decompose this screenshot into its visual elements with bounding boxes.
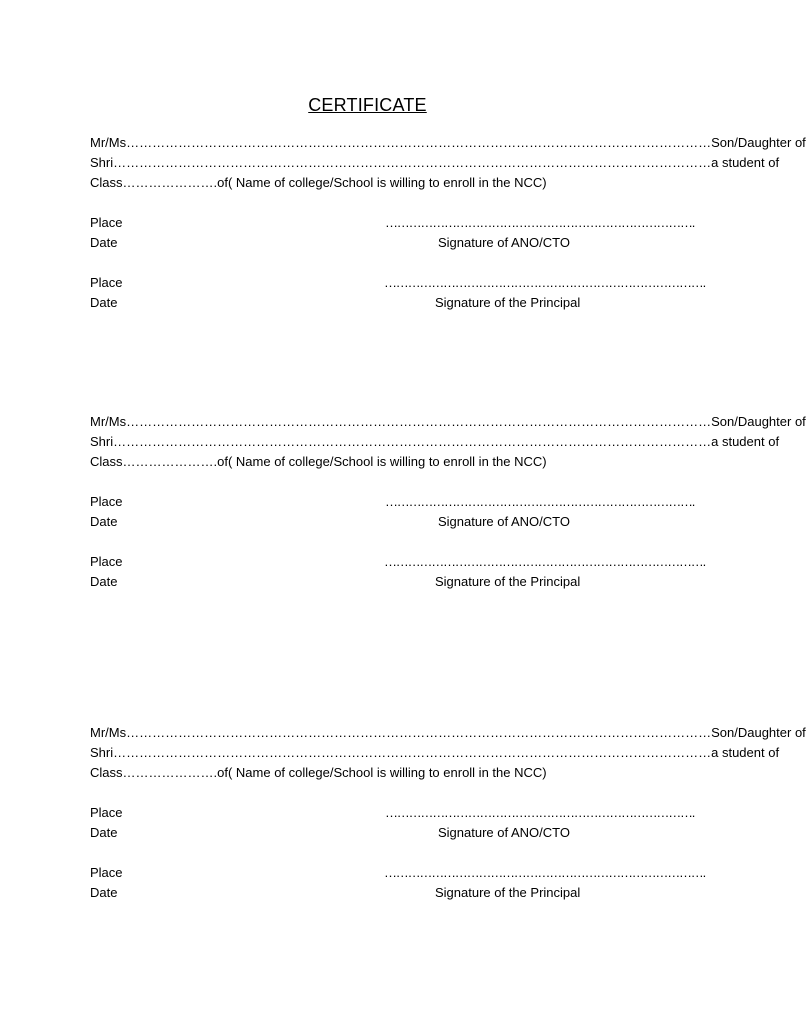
signature-ano-cto-label: Signature of ANO/CTO	[438, 514, 570, 529]
student-label: a student of	[711, 155, 780, 170]
signature-principal-label: Signature of the Principal	[435, 885, 581, 900]
class-line: Class………………….of( Name of college/School is willing to enroll in the NCC)	[90, 454, 547, 469]
place-row-principal	[90, 274, 706, 292]
date-row-ano	[90, 513, 672, 531]
place-label: Place	[90, 865, 123, 880]
signature-principal-label: Signature of the Principal	[435, 295, 581, 310]
father-name-blank: Shri…………………………………………………………………………………………………………………………	[90, 745, 712, 760]
date-row-ano	[90, 824, 672, 842]
place-label: Place	[90, 275, 123, 290]
signature-ano-cto-label: Signature of ANO/CTO	[438, 235, 570, 250]
father-name-line	[90, 154, 780, 172]
relation-label: Son/Daughter of	[711, 135, 806, 150]
name-line	[90, 724, 806, 742]
name-blank: Mr/Ms………………………………………………………………………………………………………………………	[90, 725, 712, 740]
date-row-principal	[90, 573, 672, 591]
page-title: CERTIFICATE	[308, 95, 427, 115]
date-label: Date	[90, 885, 118, 900]
place-label: Place	[90, 805, 123, 820]
student-label: a student of	[711, 434, 780, 449]
class-line: Class………………….of( Name of college/School is willing to enroll in the NCC)	[90, 175, 547, 190]
place-row-ano	[90, 214, 695, 232]
name-blank: Mr/Ms………………………………………………………………………………………………………………………	[90, 135, 712, 150]
name-line	[90, 413, 806, 431]
date-label: Date	[90, 295, 118, 310]
signature-line-ano: …………………………………………………………………….	[385, 494, 695, 509]
date-row-principal	[90, 294, 672, 312]
place-row-ano	[90, 493, 695, 511]
signature-line-ano: …………………………………………………………………….	[385, 215, 695, 230]
place-row-ano	[90, 804, 695, 822]
signature-line-principal: ……………………………………………………………………….	[384, 554, 706, 569]
date-label: Date	[90, 825, 118, 840]
place-row-principal	[90, 553, 706, 571]
relation-label: Son/Daughter of	[711, 725, 806, 740]
date-row-ano	[90, 234, 672, 252]
place-label: Place	[90, 215, 123, 230]
date-label: Date	[90, 574, 118, 589]
signature-line-principal: ……………………………………………………………………….	[384, 275, 706, 290]
date-label: Date	[90, 235, 118, 250]
relation-label: Son/Daughter of	[711, 414, 806, 429]
name-blank: Mr/Ms………………………………………………………………………………………………………………………	[90, 414, 712, 429]
father-name-blank: Shri…………………………………………………………………………………………………………………………	[90, 434, 712, 449]
signature-line-principal: ……………………………………………………………………….	[384, 865, 706, 880]
date-row-principal	[90, 884, 672, 902]
signature-ano-cto-label: Signature of ANO/CTO	[438, 825, 570, 840]
student-label: a student of	[711, 745, 780, 760]
signature-principal-label: Signature of the Principal	[435, 574, 581, 589]
place-row-principal	[90, 864, 706, 882]
place-label: Place	[90, 554, 123, 569]
date-label: Date	[90, 514, 118, 529]
place-label: Place	[90, 494, 123, 509]
father-name-line	[90, 744, 780, 762]
name-line	[90, 134, 806, 152]
father-name-blank: Shri…………………………………………………………………………………………………………………………	[90, 155, 712, 170]
class-line: Class………………….of( Name of college/School is willing to enroll in the NCC)	[90, 765, 547, 780]
father-name-line	[90, 433, 780, 451]
signature-line-ano: …………………………………………………………………….	[385, 805, 695, 820]
